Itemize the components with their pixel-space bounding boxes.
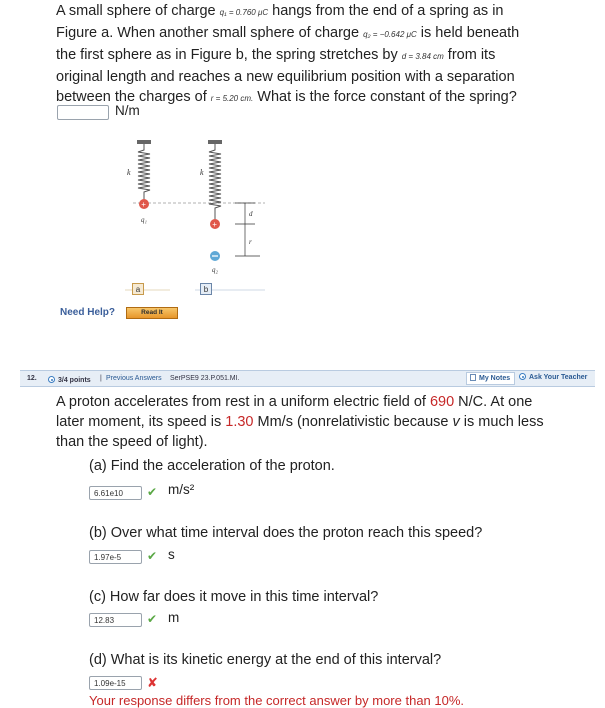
label-d: d xyxy=(249,210,253,218)
label-q1: q₁ xyxy=(141,216,147,224)
figure-tab-b: b xyxy=(200,283,212,295)
spring-a xyxy=(138,144,150,200)
notes-icon xyxy=(470,374,476,381)
part-d-cross-icon: ✘ xyxy=(147,675,158,690)
spring-b xyxy=(209,144,221,224)
q11-line-5: between the charges of r = 5.20 cm. What is the force constant of the spring? xyxy=(56,89,517,105)
ask-teacher-icon xyxy=(519,373,526,380)
q11-line-3: the first sphere as in Figure b, the spring stretches by d = 3.84 cm from its xyxy=(56,47,496,63)
r-dimension xyxy=(235,224,260,256)
q1-value: q₁ = 0.760 μC xyxy=(219,8,269,17)
speed-value: 1.30 xyxy=(225,414,254,430)
d-value: d = 3.84 cm xyxy=(401,52,444,61)
ask-teacher-button[interactable]: Ask Your Teacher xyxy=(516,372,591,385)
q12-line-3: than the speed of light). xyxy=(56,434,208,450)
points-indicator-icon xyxy=(48,376,55,383)
need-help-label: Need Help? xyxy=(60,307,116,318)
plus-sign-b: + xyxy=(212,220,217,229)
r-value: r = 5.20 cm. xyxy=(210,94,254,103)
q2-value: q₂ = −0.642 μC xyxy=(363,30,417,39)
part-a-answer-input[interactable]: 6.61e10 xyxy=(89,486,142,500)
part-c-unit: m xyxy=(168,610,180,625)
q12-separator: | xyxy=(100,375,102,382)
plus-sign-a: + xyxy=(141,200,146,209)
ceiling-b xyxy=(208,140,222,144)
label-k-a: k xyxy=(127,168,131,177)
part-c-answer-input[interactable]: 12.83 xyxy=(89,613,142,627)
spring-figure xyxy=(115,140,275,300)
label-r: r xyxy=(249,238,252,246)
part-c-check-icon: ✔ xyxy=(147,612,158,626)
part-b-answer-input[interactable]: 1.97e-5 xyxy=(89,550,142,564)
spring-constant-input[interactable] xyxy=(57,105,109,120)
q12-line-2: later moment, its speed is 1.30 Mm/s (nonrelativistic because v is much less xyxy=(56,414,544,430)
field-value: 690 xyxy=(429,394,455,410)
q12-number: 12. xyxy=(27,375,37,382)
part-b-check-icon: ✔ xyxy=(147,549,158,563)
part-b-unit: s xyxy=(168,547,175,562)
ceiling-a xyxy=(137,140,151,144)
q12-line-1: A proton accelerates from rest in a uniform electric field of 690 N/C. At one xyxy=(56,394,533,410)
part-c-label: (c) How far does it move in this time interval? xyxy=(89,589,379,605)
q11-line-4: original length and reaches a new equilibrium position with a separation xyxy=(56,69,515,85)
my-notes-button[interactable]: My Notes xyxy=(466,372,515,385)
q12-source: SerPSE9 23.P.051.MI. xyxy=(170,375,240,382)
part-d-answer-input[interactable]: 1.09e-15 xyxy=(89,676,142,690)
q11-line-1: A small sphere of charge q₁ = 0.760 μC hangs from the end of a spring as in xyxy=(56,3,504,19)
part-d-label: (d) What is its kinetic energy at the end of this interval? xyxy=(89,652,442,668)
part-b-label: (b) Over what time interval does the proton reach this speed? xyxy=(89,525,483,541)
figure-tab-a: a xyxy=(132,283,144,295)
part-a-check-icon: ✔ xyxy=(147,485,158,499)
q11-problem-text xyxy=(56,1,596,109)
label-q2: q₂ xyxy=(212,266,218,274)
spring-constant-unit: N/m xyxy=(115,103,140,118)
q11-line-2: Figure a. When another small sphere of charge q₂ = −0.642 μC is held beneath xyxy=(56,25,520,41)
label-k-b: k xyxy=(200,168,204,177)
q12-points: 3/4 points xyxy=(48,375,91,384)
q12-problem-text xyxy=(56,392,596,452)
part-a-unit: m/s² xyxy=(168,482,195,497)
previous-answers-link[interactable]: Previous Answers xyxy=(106,375,162,382)
read-it-button[interactable]: Read It xyxy=(126,307,178,319)
part-a-label: (a) Find the acceleration of the proton. xyxy=(89,458,335,474)
part-d-feedback: Your response differs from the correct answer by more than 10%. xyxy=(89,693,465,708)
